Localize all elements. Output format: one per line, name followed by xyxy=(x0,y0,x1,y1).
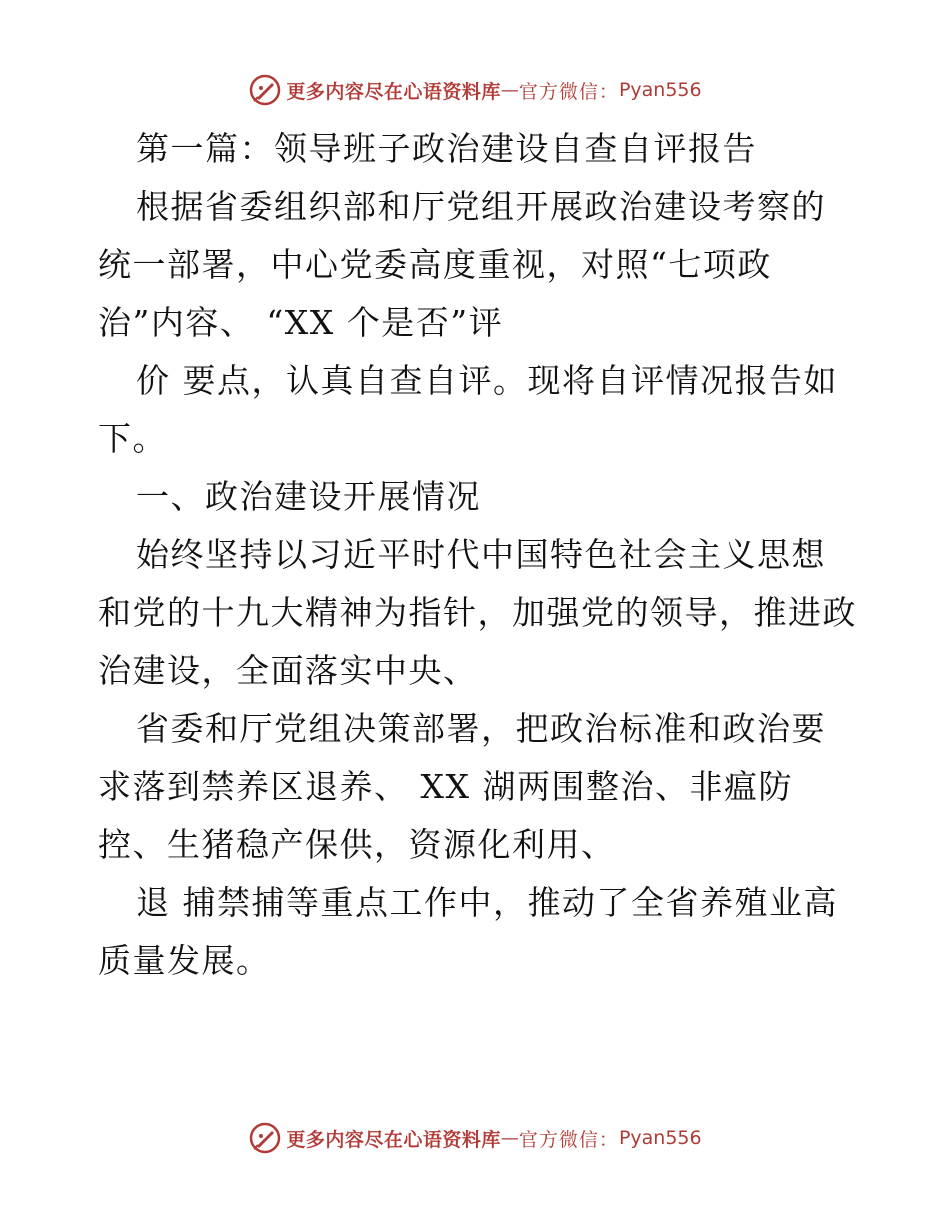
document-title: 第一篇：领导班子政治建设自查自评报告 xyxy=(136,129,757,168)
quill-logo-icon xyxy=(248,1121,282,1155)
watermark-wechat-label: 官方微信： xyxy=(518,80,619,103)
watermark-text: 更多内容尽在心语资料库 xyxy=(286,1128,501,1151)
watermark-wechat-id: Pyan556 xyxy=(618,79,702,101)
footer-watermark xyxy=(0,1118,950,1158)
paragraph-1: 根据省委组织部和厅党组开展政治建设考察的统一部署，中心党委高度重视，对照“七项政治”内容、 “XX 个是否”评 xyxy=(98,187,826,342)
document-body xyxy=(98,120,858,990)
watermark-dash: — xyxy=(500,79,519,101)
paragraph-4: 省委和厅党组决策部署，把政治标准和政治要求落到禁养区退养、 XX 湖两围整治、非瘟防控、生猪稳产保供，资源化利用、 xyxy=(98,709,826,864)
watermark-text: 更多内容尽在心语资料库 xyxy=(286,80,501,103)
paragraph-5: 退 捕禁捕等重点工作中，推动了全省养殖业高质量发展。 xyxy=(98,883,838,980)
watermark-dash: — xyxy=(500,1127,519,1149)
watermark-wechat-label: 官方微信： xyxy=(518,1128,619,1151)
section-heading: 一、政治建设开展情况 xyxy=(136,477,481,516)
paragraph-2: 价 要点，认真自查自评。现将自评情况报告如下。 xyxy=(98,361,838,458)
quill-logo-icon xyxy=(248,73,282,107)
header-watermark xyxy=(0,70,950,110)
paragraph-3: 始终坚持以习近平时代中国特色社会主义思想和党的十九大精神为指针，加强党的领导，推进政治建设，全面落实中央、 xyxy=(98,535,857,690)
watermark-wechat-id: Pyan556 xyxy=(618,1127,702,1149)
